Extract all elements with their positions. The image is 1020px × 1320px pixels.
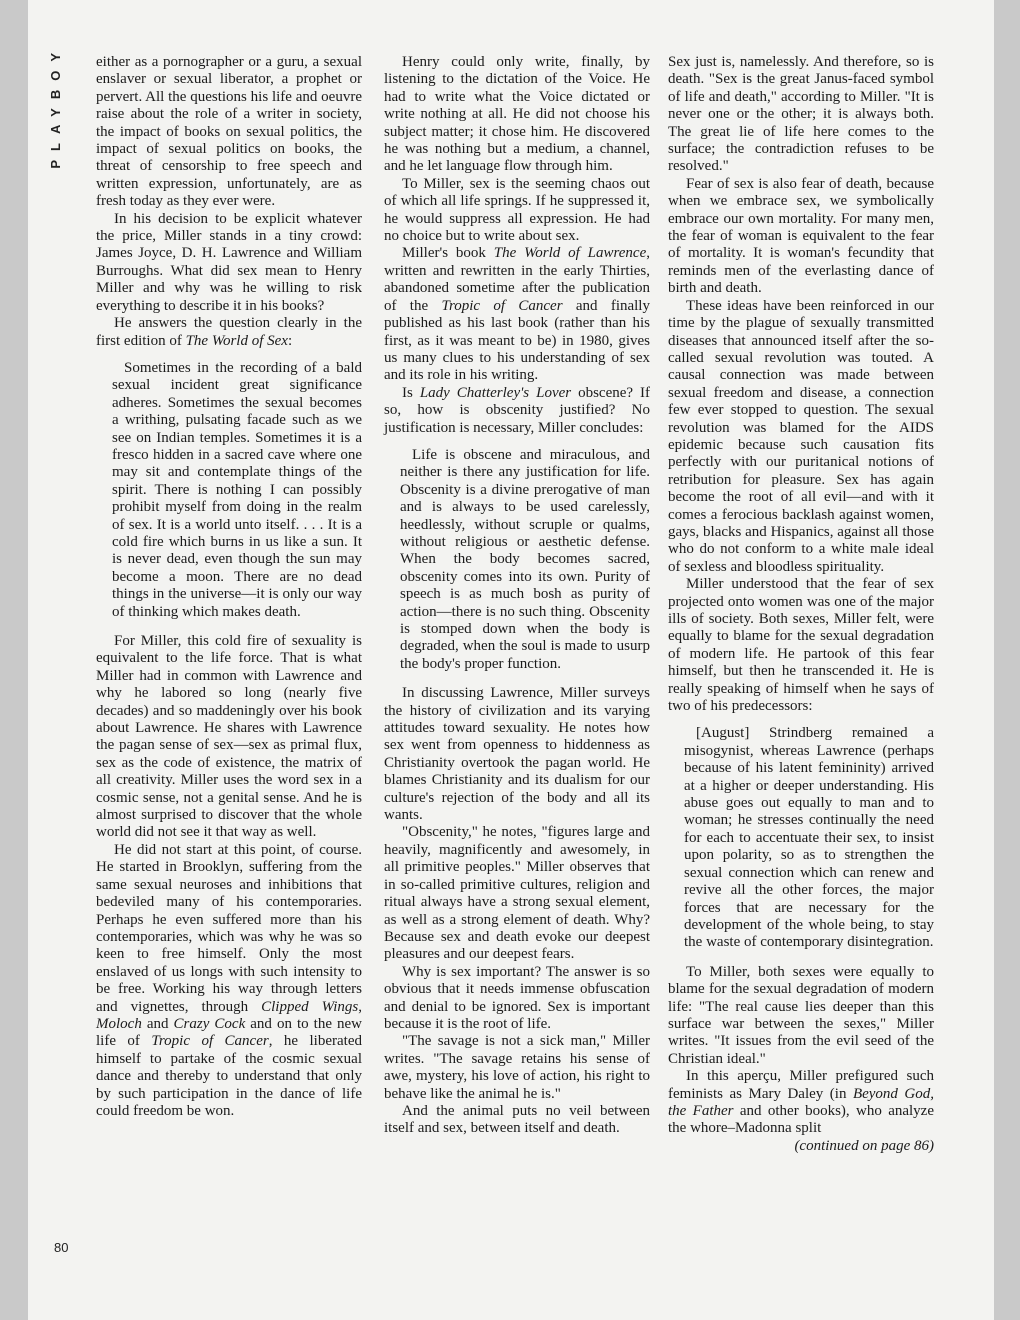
paragraph: And the animal puts no veil between itself and sex, between itself and death. [384, 1102, 650, 1137]
paragraph: Miller understood that the fear of sex projected onto women was one of the major ills of society. Both sexes, Miller felt, were equally to blame for the sexual degradation of modern life. He partook of this fear himself, but then he transcended it. He is really speaking of himself when he says of two of his predecessors: [668, 576, 934, 715]
paragraph: He did not start at this point, of course. He started in Brooklyn, suffering from the same sexual neuroses and inhibitions that bedeviled many of his contemporaries. Perhaps he even suffered more than his contemporaries, which was why he was so keen to free himself. Only the most enslaved of us longs with such intensity to be free. Working his way through letters and vignettes, through Clipped Wings, Moloch and Crazy Cock and on to the new life of Tropic of Cancer, he liberated himself to partake of the cosmic sexual dance and thereby to understand that only by such participation in the dance of life could freedom be won. [96, 841, 362, 1119]
column-2 [384, 54, 650, 1138]
column-3 [668, 54, 934, 1155]
paragraph: He answers the question clearly in the first edition of The World of Sex: [96, 315, 362, 349]
magazine-page [28, 0, 994, 1320]
paragraph: In this aperçu, Miller prefigured such feminists as Mary Daley (in Beyond God, the Father and other books), who analyze the whore–Madonna split [668, 1068, 934, 1137]
paragraph: Miller's book The World of Lawrence, written and rewritten in the early Thirties, abandoned sometime after the publication of the Tropic of Cancer and finally published as his last book (rather than his first, as it was meant to be) in 1980, gives us many clues to his understanding of sex and its role in his writing. [384, 245, 650, 384]
paragraph: "Obscenity," he notes, "figures large and heavily, magnificently and awesomely, in all primitive peoples." Miller observes that in so-called primitive cultures, religion and ritual always have a strong sexual element, as well as a strong element of death. Why? Because sex and death evoke our deepest pleasures and our deepest fears. [384, 824, 650, 963]
paragraph: Sex just is, namelessly. And therefore, so is death. "Sex is the great Janus-faced symbol of life and death," according to Miller. "It is never one or the other; it is always both. The great lie of life here comes to the surface; the contradiction refuses to be resolved." [668, 54, 934, 175]
block-quote: [August] Strindberg remained a misogynist, whereas Lawrence (perhaps because of his latent femininity) arrived at a higher or deeper understanding. His abuse goes out equally to man and to woman; he stresses continually the need for each to accentuate their sex, to insist upon polarity, so as to strengthen the sexual connection which can renew and revive all the other forces, the major forces that are necessary for the development of the whole being, to stay the waste of contemporary disintegration. [684, 725, 934, 951]
book-title: Tropic of Cancer [441, 297, 563, 314]
book-title: Tropic of Cancer [151, 1033, 269, 1050]
paragraph: To Miller, both sexes were equally to blame for the sexual degradation of modern life: "The real cause lies deeper than this surface war between the sexes," Miller writes. "It issues from the evil seed of the Christian ideal." [668, 963, 934, 1067]
paragraph: either as a pornographer or a guru, a sexual enslaver or sexual liberator, a prophet or pervert. All the questions his life and oeuvre raise about the role of a writer in society, the impact of books on sexual politics, the impact of sexual politics on books, the threat of censorship to free speech and written expression, unfortunately, are as fresh today as they ever were. [96, 54, 362, 210]
paragraph: For Miller, this cold fire of sexuality is equivalent to the life force. That is what Miller had in common with Lawrence and why he labored so long (nearly five decades) and so maddeningly over his book about Lawrence. He shares with Lawrence the pagan sense of sex—sex as primal flux, sex as the code of existence, the matrix of all creativity. Miller uses the word sex in a cosmic sense, not a genital sense. And he is almost surprised to discover that the whole world did not see it that way as well. [96, 633, 362, 841]
paragraph: To Miller, sex is the seeming chaos out of which all life springs. If he suppressed it, he would suppress all expression. He had no choice but to write about sex. [384, 175, 650, 245]
paragraph: "The savage is not a sick man," Miller writes. "The savage retains his sense of awe, mystery, his love of action, his right to behave like the animal he is." [384, 1033, 650, 1102]
book-title: Crazy Cock [173, 1015, 246, 1032]
paragraph: Is Lady Chatterley's Lover obscene? If so, how is obscenity justified? No justification is necessary, Miller concludes: [384, 384, 650, 436]
block-quote: Life is obscene and miraculous, and neither is there any justification for life. Obscenity is a divine prerogative of man and is always to be used carelessly, heedlessly, without scruple or qualms, without religious or aesthetic defense. When the body becomes sacred, obscenity comes into its own. Purity of speech is as much bosh as purity of action—there is no such thing. Obscenity is stomped down when the body is degraded, when the soul is made to usurp the body's proper function. [400, 446, 650, 672]
paragraph: In discussing Lawrence, Miller surveys the history of civilization and its varying attitudes toward sexuality. He notes how sex went from openness to hiddenness as Christianity overtook the pagan world. He blames Christianity and its dualism for our culture's rejection of the body and all its wants. [384, 685, 650, 824]
page-number: 80 [54, 1240, 69, 1255]
book-title: Moloch [96, 1015, 142, 1032]
book-title: The World of Lawrence [493, 245, 647, 262]
magazine-name: PLAYBOY [48, 44, 63, 169]
book-title: Clipped Wings [261, 998, 359, 1015]
column-1 [96, 54, 362, 1120]
paragraph: Henry could only write, finally, by listening to the dictation of the Voice. He had to write what the Voice dictated or write nothing at all. He did not choose his subject matter; it chose him. He discovered he was nothing but a medium, a channel, and he let language flow through him. [384, 54, 650, 175]
book-title: Lady Chatterley's Lover [419, 384, 572, 401]
continued-note: (continued on page 86) [794, 1137, 934, 1154]
block-quote: Sometimes in the recording of a bald sexual incident great significance adheres. Sometimes the sexual becomes a writhing, pulsating facade such as we see on Indian temples. Sometimes it is a fresco hidden in a sacred cave where one may sit and contemplate things of the spirit. There is nothing I can possibly prohibit myself from doing in the realm of sex. It is a world unto itself. . . . It is a cold fire which burns in us like a sun. It is never dead, even though the sun may become a moon. There are no dead things in the universe—it is only our way of thinking which makes death. [112, 359, 362, 620]
book-title: Beyond God, the Father [668, 1085, 934, 1119]
paragraph: Why is sex important? The answer is so obvious that it needs immense obfuscation and denial to be ignored. Sex is important because it is the root of life. [384, 963, 650, 1032]
book-title: The World of Sex [185, 332, 288, 349]
paragraph: In his decision to be explicit whatever the price, Miller stands in a tiny crowd: James Joyce, D. H. Lawrence and William Burroughs. What did sex mean to Henry Miller and why was he willing to risk everything to describe it in his books? [96, 210, 362, 314]
paragraph: Fear of sex is also fear of death, because when we embrace sex, we symbolically embrace our own mortality. For many men, the fear of woman is equivalent to the fear of mortality. It is woman's fecundity that reminds men of the everlasting dance of birth and death. [668, 175, 934, 297]
paragraph: These ideas have been reinforced in our time by the plague of sexually transmitted diseases that announced itself after the so-called sexual revolution was touted. A causal connection was made between sexual freedom and disease, a connection few ever stopped to question. The sexual revolution was blamed for the AIDS epidemic because such causation fits perfectly with our puritanical notions of retribution for pleasure. Sex has again become the root of all evil—and with it comes a ferocious backlash against women, gays, blacks and Hispanics, against all those who do not conform to a white male ideal of sexless and bloodless spirituality. [668, 297, 934, 575]
